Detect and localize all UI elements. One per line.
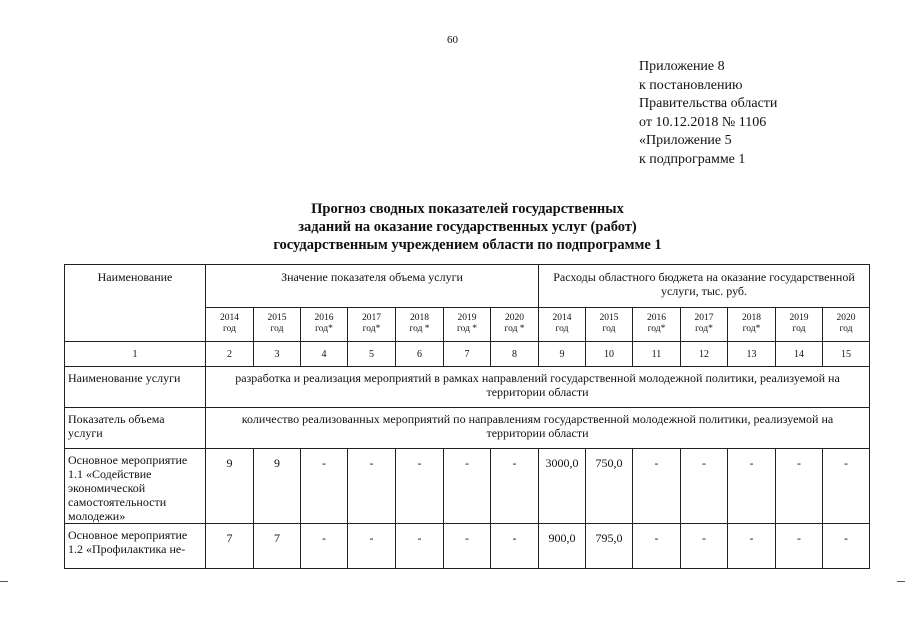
year-number: 2014 <box>220 313 239 323</box>
document-title <box>0 200 905 254</box>
column-number-cell: 3 <box>254 342 301 367</box>
column-number-cell: 6 <box>396 342 444 367</box>
title-line: государственным учреждением области по подпрограмме 1 <box>273 237 662 253</box>
column-number-cell: 12 <box>681 342 728 367</box>
year-suffix: год * <box>409 324 430 334</box>
value-cell: - <box>396 524 444 569</box>
appendix-block <box>639 58 777 169</box>
value-cell: - <box>633 449 681 524</box>
year-number: 2017 <box>694 313 714 323</box>
column-number-cell: 10 <box>586 342 633 367</box>
forecast-table <box>64 264 870 569</box>
year-number: 2017 <box>362 313 381 323</box>
value-cell: 7 <box>206 524 254 569</box>
year-header-cell <box>728 308 776 342</box>
service-name-value: разработка и реализация мероприятий в рамках направлений государственной молодежной политики, реализуемой на территории области <box>206 367 870 408</box>
year-suffix: год * <box>456 324 478 334</box>
year-header-cell <box>633 308 681 342</box>
column-number-cell: 9 <box>539 342 586 367</box>
value-cell: 7 <box>254 524 301 569</box>
value-cell: - <box>681 524 728 569</box>
value-cell: - <box>396 449 444 524</box>
year-number: 2016 <box>314 313 334 323</box>
appendix-line: к постановлению <box>639 77 743 93</box>
year-suffix: год <box>555 324 569 334</box>
column-number-cell: 11 <box>633 342 681 367</box>
value-cell: - <box>823 524 870 569</box>
column-number-cell: 13 <box>728 342 776 367</box>
page-number: 60 <box>447 34 458 46</box>
year-header-cell <box>444 308 491 342</box>
measure-label: Основное мероприятие 1.2 «Профилактика не- <box>65 524 206 569</box>
year-suffix: год <box>839 324 853 334</box>
year-header-cell <box>348 308 396 342</box>
year-number: 2015 <box>267 313 287 323</box>
year-header-cell <box>301 308 348 342</box>
value-cell: - <box>728 449 776 524</box>
year-number: 2016 <box>647 313 666 323</box>
appendix-line: Приложение 8 <box>639 59 725 74</box>
value-cell: - <box>348 449 396 524</box>
value-cell: - <box>681 449 728 524</box>
column-number-cell: 4 <box>301 342 348 367</box>
value-cell: - <box>348 524 396 569</box>
value-cell: - <box>776 449 823 524</box>
year-header-cell <box>823 308 870 342</box>
year-number: 2014 <box>552 313 572 323</box>
column-number-cell: 2 <box>206 342 254 367</box>
value-cell: 900,0 <box>539 524 586 569</box>
table-header-row <box>65 265 870 308</box>
title-line: заданий на оказание государственных услуг (работ) <box>298 219 637 235</box>
year-number: 2019 <box>789 313 809 323</box>
year-number: 2020 <box>836 313 856 323</box>
column-number-cell: 15 <box>823 342 870 367</box>
measure-label: Основное мероприятие 1.1 «Содействие экономической самостоятельности молодежи» <box>65 449 206 524</box>
year-suffix: год* <box>362 324 381 334</box>
service-name-label: Наименование услуги <box>65 367 206 408</box>
year-suffix: год* <box>315 324 333 334</box>
year-number: 2020 <box>505 313 524 323</box>
value-cell: - <box>444 524 491 569</box>
column-number-cell: 5 <box>348 342 396 367</box>
value-cell: - <box>728 524 776 569</box>
year-suffix: год <box>792 324 806 334</box>
year-suffix: год <box>223 324 236 334</box>
header-name: Наименование <box>65 265 206 342</box>
year-suffix: год <box>270 324 284 334</box>
year-header-cell <box>586 308 633 342</box>
indicator-label: Показатель объема услуги <box>65 408 206 449</box>
table-column-numbers-row <box>65 342 870 367</box>
appendix-line: к подпрограмме 1 <box>639 151 746 167</box>
value-cell: - <box>776 524 823 569</box>
column-number-cell: 8 <box>491 342 539 367</box>
year-suffix: год* <box>742 324 761 334</box>
column-number-cell: 7 <box>444 342 491 367</box>
value-cell: 3000,0 <box>539 449 586 524</box>
value-cell: - <box>301 449 348 524</box>
header-volume: Значение показателя объема услуги <box>206 265 539 308</box>
title-line: Прогноз сводных показателей государственных <box>311 201 624 217</box>
appendix-line: Правительства области <box>639 96 778 111</box>
value-cell: 9 <box>254 449 301 524</box>
year-number: 2015 <box>599 313 619 323</box>
year-header-cell <box>254 308 301 342</box>
year-suffix: год* <box>647 324 666 334</box>
scan-edge-mark <box>0 581 8 582</box>
value-cell: - <box>491 524 539 569</box>
year-header-cell <box>539 308 586 342</box>
year-suffix: год <box>602 324 616 334</box>
value-cell: - <box>491 449 539 524</box>
year-header-cell <box>776 308 823 342</box>
appendix-line: «Приложение 5 <box>639 133 732 148</box>
header-budget: Расходы областного бюджета на оказание государственной услуги, тыс. руб. <box>539 265 870 308</box>
table-row <box>65 449 870 524</box>
table-row <box>65 367 870 408</box>
column-number-cell: 1 <box>65 342 206 367</box>
year-number: 2018 <box>742 313 761 323</box>
year-header-cell <box>396 308 444 342</box>
column-number-cell: 14 <box>776 342 823 367</box>
scan-edge-mark <box>897 581 905 582</box>
indicator-value: количество реализованных мероприятий по направлениям государственной молодежной политики, реализуемой на территории области <box>206 408 870 449</box>
year-header-cell <box>681 308 728 342</box>
appendix-line: от 10.12.2018 № 1106 <box>639 114 767 130</box>
table-row <box>65 524 870 569</box>
year-header-cell <box>206 308 254 342</box>
value-cell: 750,0 <box>586 449 633 524</box>
value-cell: - <box>301 524 348 569</box>
year-suffix: год* <box>695 324 713 334</box>
value-cell: 9 <box>206 449 254 524</box>
value-cell: 795,0 <box>586 524 633 569</box>
year-number: 2018 <box>410 313 429 323</box>
value-cell: - <box>633 524 681 569</box>
year-number: 2019 <box>457 313 477 323</box>
table-row <box>65 408 870 449</box>
value-cell: - <box>444 449 491 524</box>
year-suffix: год * <box>504 324 525 334</box>
value-cell: - <box>823 449 870 524</box>
year-header-cell <box>491 308 539 342</box>
